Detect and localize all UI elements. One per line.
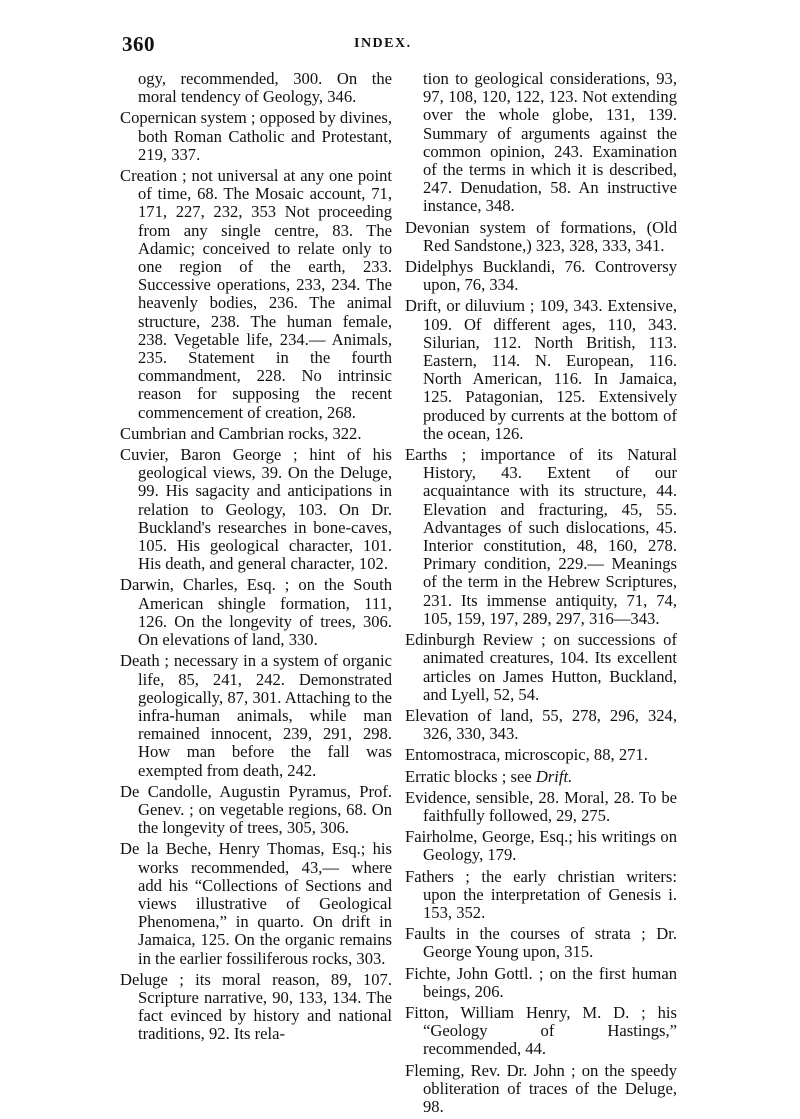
index-entry bbox=[120, 783, 392, 838]
index-entry-text: De la Beche, Henry Thomas, Esq.; his works recommended, 43,— where add his “Collections of Sections and views illustrative of Geological Phenomena,” in quarto. On drift in Jamaica, 125. On the organic remains in the earlier fossiliferous rocks, 303. bbox=[120, 839, 392, 968]
index-entry bbox=[405, 789, 677, 825]
index-entry bbox=[120, 652, 392, 779]
index-entry-text: Fleming, Rev. Dr. John ; on the speedy obliteration of traces of the Deluge, 98. bbox=[405, 1060, 677, 1116]
index-entry-text: Cuvier, Baron George ; hint of his geological views, 39. On the Deluge, 99. His sagacity and anticipations in relation to Geology, 103. On Dr. Buckland's researches in bone-caves, 105. His geological character, 101. His death, and general character, 102. bbox=[120, 445, 392, 574]
index-entry bbox=[120, 971, 392, 1044]
index-entry bbox=[405, 925, 677, 961]
index-entry bbox=[405, 70, 677, 216]
index-entry-text: De Candolle, Augustin Pyramus, Prof. Genev. ; on vegetable regions, 68. On the longevity of trees, 305, 306. bbox=[120, 781, 392, 838]
index-entry-text: Fathers ; the early christian writers: upon the interpretation of Genesis i. 153, 352. bbox=[405, 866, 677, 922]
index-entry-text: Fitton, William Henry, M. D. ; his “Geology of Hastings,” recommended, 44. bbox=[405, 1002, 677, 1059]
index-entry-text: Fairholme, George, Esq.; his writings on Geology, 179. bbox=[405, 827, 677, 865]
index-entry-text: Drift, or diluvium ; 109, 343. Extensive, 109. Of different ages, 110, 343. Silurian, 112. North British, 113. Eastern, 114. N. European, 116. North American, 116. In Jamaica, 125. Patagonian, 125. Extensively produced by currents at the bottom of the ocean, 126. bbox=[405, 296, 677, 443]
index-entry-text: Elevation of land, 55, 278, 296, 324, 326, 330, 343. bbox=[405, 705, 677, 744]
index-entry bbox=[405, 219, 677, 255]
index-entry bbox=[405, 868, 677, 923]
index-entry bbox=[405, 297, 677, 443]
left-column bbox=[120, 70, 392, 1047]
index-entry bbox=[405, 707, 677, 743]
index-entry-text: Creation ; not universal at any one point of time, 68. The Mosaic account, 71, 171, 227, 232, 353 Not proceeding from any single centre, 83. The Adamic; conceived to relate only to one region of the earth, 233. Successive operations, 233, 234. The heavenly bodies, 236. The animal structure, 238. The human female, 238. Vegetable life, 234.— Animals, 235. Statement in the fourth commandment, 228. No intrinsic reason for supposing the recent commencement of creation, 268. bbox=[120, 166, 392, 422]
index-entry-text: ogy, recommended, 300. On the moral tendency of Geology, 346. bbox=[138, 69, 392, 107]
index-entry bbox=[405, 828, 677, 864]
index-entry-text: Entomostraca, microscopic, 88, 271. bbox=[405, 745, 648, 765]
index-entry-text: Evidence, sensible, 28. Moral, 28. To be faithfully followed, 29, 275. bbox=[405, 787, 677, 825]
index-entry bbox=[405, 446, 677, 628]
index-entry-text: Fichte, John Gottl. ; on the first human beings, 206. bbox=[405, 963, 677, 1001]
index-entry-text: Copernican system ; opposed by divines, both Roman Catholic and Protestant, 219, 337. bbox=[120, 108, 392, 164]
index-entry bbox=[120, 840, 392, 967]
index-entry-text: Erratic blocks ; see bbox=[405, 766, 536, 786]
index-entry-text: Darwin, Charles, Esq. ; on the South American shingle formation, 111, 126. On the longevity of trees, 306. On elevations of land, 330. bbox=[120, 575, 392, 650]
index-entry-italic: Drift. bbox=[535, 766, 573, 786]
index-entry bbox=[120, 446, 392, 573]
running-head: INDEX. bbox=[354, 36, 412, 51]
index-entry bbox=[405, 746, 677, 764]
index-entry bbox=[405, 631, 677, 704]
index-entry bbox=[120, 425, 392, 443]
index-entry-text: Death ; necessary in a system of organic life, 85, 241, 242. Demonstrated geologically, 87, 301. Attaching to the infra-human animals, while man remained innocent, 239, 291, 298. How man before the fall was exempted from death, 242. bbox=[120, 651, 392, 780]
index-entry bbox=[120, 576, 392, 649]
index-entry bbox=[405, 965, 677, 1001]
index-entry-text: Edinburgh Review ; on successions of animated creatures, 104. Its excellent articles on James Hutton, Buckland, and Lyell, 52, 54. bbox=[405, 630, 677, 704]
index-entry bbox=[120, 70, 392, 106]
index-entry bbox=[405, 768, 677, 786]
index-entry-text: tion to geological considerations, 93, 97, 108, 120, 122, 123. Not extending over the whole globe, 131, 139. Summary of arguments against the common opinion, 243. Examination of the terms in which it is described, 247. Denudation, 58. An instructive instance, 348. bbox=[423, 69, 677, 216]
index-entry bbox=[120, 167, 392, 422]
index-entry-text: Didelphys Bucklandi, 76. Controversy upon, 76, 334. bbox=[405, 257, 677, 295]
right-column bbox=[405, 70, 677, 1119]
index-entry bbox=[120, 109, 392, 164]
index-entry bbox=[405, 1004, 677, 1059]
index-entry-text: Faults in the courses of strata ; Dr. George Young upon, 315. bbox=[405, 924, 677, 962]
index-entry-text: Cumbrian and Cambrian rocks, 322. bbox=[120, 423, 362, 443]
index-entry-text: Deluge ; its moral reason, 89, 107. Scripture narrative, 90, 133, 134. The fact evinced by history and national traditions, 92. Its rela- bbox=[120, 969, 392, 1044]
page-number: 360 bbox=[122, 32, 155, 56]
index-entry bbox=[405, 258, 677, 294]
index-entry-text: Devonian system of formations, (Old Red Sandstone,) 323, 328, 333, 341. bbox=[405, 217, 677, 255]
index-entry bbox=[405, 1062, 677, 1117]
index-entry-text: Earths ; importance of its Natural History, 43. Extent of our acquaintance with its structure, 44. Elevation and fracturing, 45, 55. Advantages of such dislocations, 45. Interior constitution, 48, 160, 278. Primary condition, 229.— Meanings of the term in the Hebrew Scriptures, 231. Its immense antiquity, 71, 74, 105, 159, 197, 289, 297, 316—343. bbox=[405, 445, 677, 628]
